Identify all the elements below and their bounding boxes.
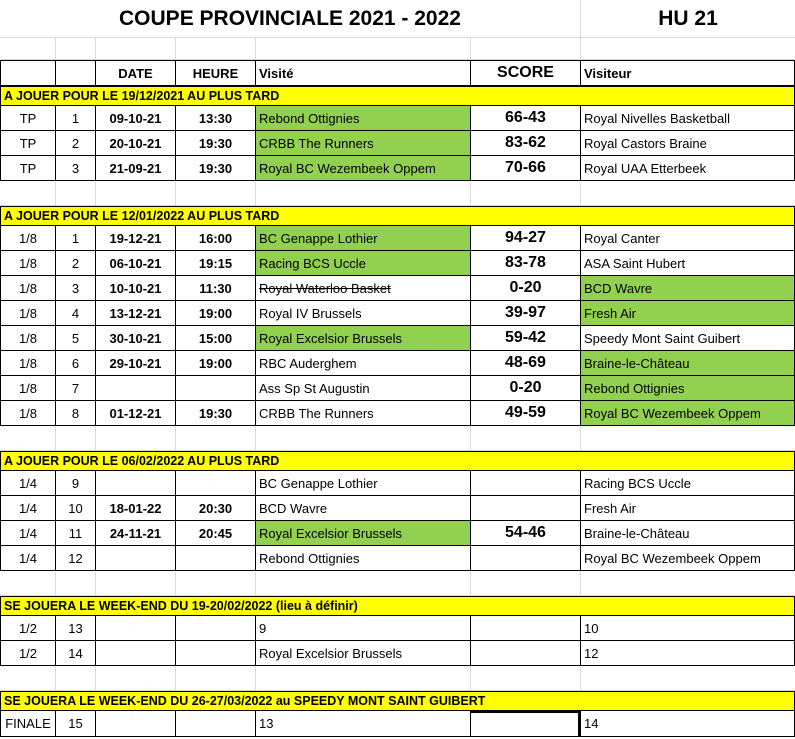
- away-team-cell[interactable]: Royal Nivelles Basketball: [580, 106, 795, 131]
- match-number-cell[interactable]: 5: [55, 326, 95, 351]
- empty-cell[interactable]: [175, 181, 255, 206]
- time-cell[interactable]: 19:00: [175, 301, 255, 326]
- score-cell[interactable]: 66-43: [470, 106, 580, 131]
- round-cell[interactable]: 1/8: [0, 301, 55, 326]
- match-row: [0, 496, 795, 521]
- empty-cell[interactable]: [55, 666, 95, 691]
- away-team-cell[interactable]: Royal BC Wezembeek Oppem: [580, 546, 795, 571]
- round-cell[interactable]: 1/8: [0, 351, 55, 376]
- time-cell[interactable]: 20:45: [175, 521, 255, 546]
- score-cell[interactable]: [470, 616, 580, 641]
- match-number-cell[interactable]: 2: [55, 131, 95, 156]
- empty-cell[interactable]: [255, 38, 470, 60]
- match-row: [0, 401, 795, 426]
- time-cell[interactable]: 13:30: [175, 106, 255, 131]
- match-number-cell[interactable]: 13: [55, 616, 95, 641]
- date-cell[interactable]: [95, 376, 175, 401]
- section-label[interactable]: A JOUER POUR LE 12/01/2022 AU PLUS TARD: [0, 206, 795, 226]
- away-team-cell[interactable]: Fresh Air: [580, 496, 795, 521]
- round-cell[interactable]: 1/4: [0, 521, 55, 546]
- home-team-cell[interactable]: Ass Sp St Augustin: [255, 376, 470, 401]
- date-cell[interactable]: 09-10-21: [95, 106, 175, 131]
- empty-cell[interactable]: [175, 38, 255, 60]
- home-team-cell[interactable]: Royal IV Brussels: [255, 301, 470, 326]
- date-cell[interactable]: [95, 711, 175, 737]
- section-row: [0, 691, 795, 711]
- round-cell[interactable]: 1/8: [0, 326, 55, 351]
- round-cell[interactable]: 1/4: [0, 496, 55, 521]
- score-cell[interactable]: 0-20: [470, 376, 580, 401]
- round-cell[interactable]: 1/8: [0, 226, 55, 251]
- away-team-cell[interactable]: Royal BC Wezembeek Oppem: [580, 401, 795, 426]
- date-cell[interactable]: 20-10-21: [95, 131, 175, 156]
- score-cell[interactable]: [470, 641, 580, 666]
- score-cell[interactable]: 94-27: [470, 226, 580, 251]
- round-cell[interactable]: 1/8: [0, 401, 55, 426]
- round-cell[interactable]: 1/8: [0, 251, 55, 276]
- time-cell[interactable]: 19:15: [175, 251, 255, 276]
- time-cell[interactable]: 19:00: [175, 351, 255, 376]
- empty-cell[interactable]: [470, 38, 580, 60]
- away-team-cell[interactable]: Speedy Mont Saint Guibert: [580, 326, 795, 351]
- column-header-time[interactable]: HEURE: [175, 60, 255, 86]
- blank-row: [0, 666, 795, 691]
- away-team-cell[interactable]: Rebond Ottignies: [580, 376, 795, 401]
- match-number-cell[interactable]: 3: [55, 156, 95, 181]
- time-cell[interactable]: [175, 641, 255, 666]
- empty-cell[interactable]: [255, 666, 470, 691]
- home-team-cell[interactable]: Royal BC Wezembeek Oppem: [255, 156, 470, 181]
- match-row: [0, 106, 795, 131]
- home-team-cell[interactable]: Royal Excelsior Brussels: [255, 641, 470, 666]
- empty-cell[interactable]: [0, 426, 55, 451]
- time-cell[interactable]: 20:30: [175, 496, 255, 521]
- score-cell[interactable]: 83-62: [470, 131, 580, 156]
- time-cell[interactable]: 16:00: [175, 226, 255, 251]
- section-label[interactable]: SE JOUERA LE WEEK-END DU 26-27/03/2022 au SPEEDY MONT SAINT GUIBERT: [0, 691, 795, 711]
- away-team-cell[interactable]: Braine-le-Château: [580, 521, 795, 546]
- date-cell[interactable]: 13-12-21: [95, 301, 175, 326]
- time-cell[interactable]: 19:30: [175, 131, 255, 156]
- empty-cell[interactable]: [55, 60, 95, 86]
- score-cell[interactable]: 0-20: [470, 276, 580, 301]
- time-cell[interactable]: 11:30: [175, 276, 255, 301]
- away-team-cell[interactable]: Royal Canter: [580, 226, 795, 251]
- empty-cell[interactable]: [95, 571, 175, 596]
- blank-row: [0, 571, 795, 596]
- score-cell[interactable]: 39-97: [470, 301, 580, 326]
- date-cell[interactable]: [95, 616, 175, 641]
- empty-cell[interactable]: [55, 426, 95, 451]
- empty-cell[interactable]: [175, 666, 255, 691]
- match-row: [0, 641, 795, 666]
- date-cell[interactable]: [95, 471, 175, 496]
- round-cell[interactable]: 1/4: [0, 471, 55, 496]
- round-cell[interactable]: FINALE: [0, 711, 55, 737]
- empty-cell[interactable]: [470, 181, 580, 206]
- round-cell[interactable]: TP: [0, 106, 55, 131]
- away-team-cell[interactable]: Braine-le-Château: [580, 351, 795, 376]
- blank-row: [0, 38, 795, 60]
- match-number-cell[interactable]: 1: [55, 106, 95, 131]
- match-row: [0, 521, 795, 546]
- section-row: [0, 86, 795, 106]
- round-cell[interactable]: 1/8: [0, 376, 55, 401]
- empty-cell[interactable]: [255, 181, 470, 206]
- date-cell[interactable]: 24-11-21: [95, 521, 175, 546]
- section-label[interactable]: A JOUER POUR LE 06/02/2022 AU PLUS TARD: [0, 451, 795, 471]
- match-number-cell[interactable]: 10: [55, 496, 95, 521]
- empty-cell[interactable]: [470, 426, 580, 451]
- empty-cell[interactable]: [0, 571, 55, 596]
- match-row: [0, 376, 795, 401]
- time-cell[interactable]: [175, 711, 255, 737]
- match-row: [0, 711, 795, 737]
- match-number-cell[interactable]: 4: [55, 301, 95, 326]
- column-header-date[interactable]: DATE: [95, 60, 175, 86]
- match-number-cell[interactable]: 12: [55, 546, 95, 571]
- section-label[interactable]: A JOUER POUR LE 19/12/2021 AU PLUS TARD: [0, 86, 795, 106]
- category-label[interactable]: HU 21: [580, 0, 795, 38]
- empty-cell[interactable]: [0, 60, 55, 86]
- time-cell[interactable]: 19:30: [175, 401, 255, 426]
- date-cell[interactable]: 01-12-21: [95, 401, 175, 426]
- date-cell[interactable]: 29-10-21: [95, 351, 175, 376]
- empty-cell[interactable]: [95, 181, 175, 206]
- match-number-cell[interactable]: 2: [55, 251, 95, 276]
- empty-cell[interactable]: [55, 38, 95, 60]
- match-number-cell[interactable]: 3: [55, 276, 95, 301]
- column-header-score[interactable]: SCORE: [470, 60, 580, 86]
- empty-cell[interactable]: [255, 426, 470, 451]
- empty-cell[interactable]: [0, 181, 55, 206]
- empty-cell[interactable]: [255, 571, 470, 596]
- away-team-cell[interactable]: 14: [580, 711, 795, 737]
- section-row: [0, 451, 795, 471]
- empty-cell[interactable]: [580, 666, 795, 691]
- date-cell[interactable]: [95, 641, 175, 666]
- score-cell[interactable]: 83-78: [470, 251, 580, 276]
- empty-cell[interactable]: [175, 426, 255, 451]
- section-row: [0, 206, 795, 226]
- home-team-cell[interactable]: Royal Excelsior Brussels: [255, 521, 470, 546]
- away-team-cell[interactable]: ASA Saint Hubert: [580, 251, 795, 276]
- empty-cell[interactable]: [580, 38, 795, 60]
- match-number-cell[interactable]: 11: [55, 521, 95, 546]
- empty-cell[interactable]: [580, 181, 795, 206]
- match-row: [0, 251, 795, 276]
- empty-cell[interactable]: [580, 571, 795, 596]
- home-team-cell[interactable]: 13: [255, 711, 470, 737]
- header-row: [0, 60, 795, 86]
- section-row: [0, 596, 795, 616]
- column-header-away[interactable]: Visiteur: [580, 60, 795, 86]
- score-cell[interactable]: 49-59: [470, 401, 580, 426]
- empty-cell[interactable]: [95, 38, 175, 60]
- date-cell[interactable]: 06-10-21: [95, 251, 175, 276]
- time-cell[interactable]: [175, 471, 255, 496]
- home-team-cell[interactable]: CRBB The Runners: [255, 131, 470, 156]
- home-team-cell[interactable]: Royal Excelsior Brussels: [255, 326, 470, 351]
- score-cell[interactable]: 59-42: [470, 326, 580, 351]
- time-cell[interactable]: [175, 616, 255, 641]
- round-cell[interactable]: 1/2: [0, 641, 55, 666]
- home-team-cell[interactable]: BC Genappe Lothier: [255, 226, 470, 251]
- time-cell[interactable]: [175, 376, 255, 401]
- match-row: [0, 276, 795, 301]
- match-number-cell[interactable]: 14: [55, 641, 95, 666]
- match-number-cell[interactable]: 15: [55, 711, 95, 737]
- match-row: [0, 546, 795, 571]
- empty-cell[interactable]: [580, 426, 795, 451]
- match-row: [0, 616, 795, 641]
- empty-cell[interactable]: [55, 181, 95, 206]
- section-label[interactable]: SE JOUERA LE WEEK-END DU 19-20/02/2022 (lieu à définir): [0, 596, 795, 616]
- empty-cell[interactable]: [95, 666, 175, 691]
- time-cell[interactable]: [175, 546, 255, 571]
- home-team-cell[interactable]: Royal Waterloo Basket: [255, 276, 470, 301]
- home-team-cell[interactable]: Racing BCS Uccle: [255, 251, 470, 276]
- round-cell[interactable]: 1/4: [0, 546, 55, 571]
- round-cell[interactable]: 1/8: [0, 276, 55, 301]
- match-number-cell[interactable]: 9: [55, 471, 95, 496]
- home-team-cell[interactable]: 9: [255, 616, 470, 641]
- round-cell[interactable]: 1/2: [0, 616, 55, 641]
- home-team-cell[interactable]: Rebond Ottignies: [255, 546, 470, 571]
- match-number-cell[interactable]: 8: [55, 401, 95, 426]
- match-row: [0, 131, 795, 156]
- match-number-cell[interactable]: 7: [55, 376, 95, 401]
- away-team-cell[interactable]: Racing BCS Uccle: [580, 471, 795, 496]
- date-cell[interactable]: 10-10-21: [95, 276, 175, 301]
- away-team-cell[interactable]: BCD Wavre: [580, 276, 795, 301]
- home-team-cell[interactable]: CRBB The Runners: [255, 401, 470, 426]
- match-row: [0, 326, 795, 351]
- blank-row: [0, 426, 795, 451]
- round-cell[interactable]: TP: [0, 156, 55, 181]
- away-team-cell[interactable]: Royal Castors Braine: [580, 131, 795, 156]
- column-header-home[interactable]: Visité: [255, 60, 470, 86]
- match-row: [0, 226, 795, 251]
- match-row: [0, 301, 795, 326]
- date-cell[interactable]: [95, 546, 175, 571]
- score-cell[interactable]: 48-69: [470, 351, 580, 376]
- home-team-cell[interactable]: Rebond Ottignies: [255, 106, 470, 131]
- empty-cell[interactable]: [175, 571, 255, 596]
- home-team-cell[interactable]: RBC Auderghem: [255, 351, 470, 376]
- date-cell[interactable]: 18-01-22: [95, 496, 175, 521]
- empty-cell[interactable]: [0, 666, 55, 691]
- date-cell[interactable]: 21-09-21: [95, 156, 175, 181]
- empty-cell[interactable]: [55, 571, 95, 596]
- sheet-title[interactable]: COUPE PROVINCIALE 2021 - 2022: [0, 0, 580, 38]
- away-team-cell[interactable]: 10: [580, 616, 795, 641]
- date-cell[interactable]: 30-10-21: [95, 326, 175, 351]
- date-cell[interactable]: 19-12-21: [95, 226, 175, 251]
- time-cell[interactable]: 19:30: [175, 156, 255, 181]
- empty-cell[interactable]: [0, 38, 55, 60]
- score-cell[interactable]: 70-66: [470, 156, 580, 181]
- away-team-cell[interactable]: 12: [580, 641, 795, 666]
- away-team-cell[interactable]: Fresh Air: [580, 301, 795, 326]
- score-cell[interactable]: [470, 546, 580, 571]
- score-cell[interactable]: [470, 496, 580, 521]
- match-number-cell[interactable]: 6: [55, 351, 95, 376]
- score-cell[interactable]: [470, 711, 580, 737]
- score-cell[interactable]: 54-46: [470, 521, 580, 546]
- time-cell[interactable]: 15:00: [175, 326, 255, 351]
- match-row: [0, 471, 795, 496]
- blank-row: [0, 181, 795, 206]
- round-cell[interactable]: TP: [0, 131, 55, 156]
- match-row: [0, 156, 795, 181]
- empty-cell[interactable]: [470, 571, 580, 596]
- home-team-cell[interactable]: BCD Wavre: [255, 496, 470, 521]
- empty-cell[interactable]: [470, 666, 580, 691]
- home-team-cell[interactable]: BC Genappe Lothier: [255, 471, 470, 496]
- score-cell[interactable]: [470, 471, 580, 496]
- match-row: [0, 351, 795, 376]
- title-row: [0, 0, 795, 38]
- empty-cell[interactable]: [95, 426, 175, 451]
- away-team-cell[interactable]: Royal UAA Etterbeek: [580, 156, 795, 181]
- match-number-cell[interactable]: 1: [55, 226, 95, 251]
